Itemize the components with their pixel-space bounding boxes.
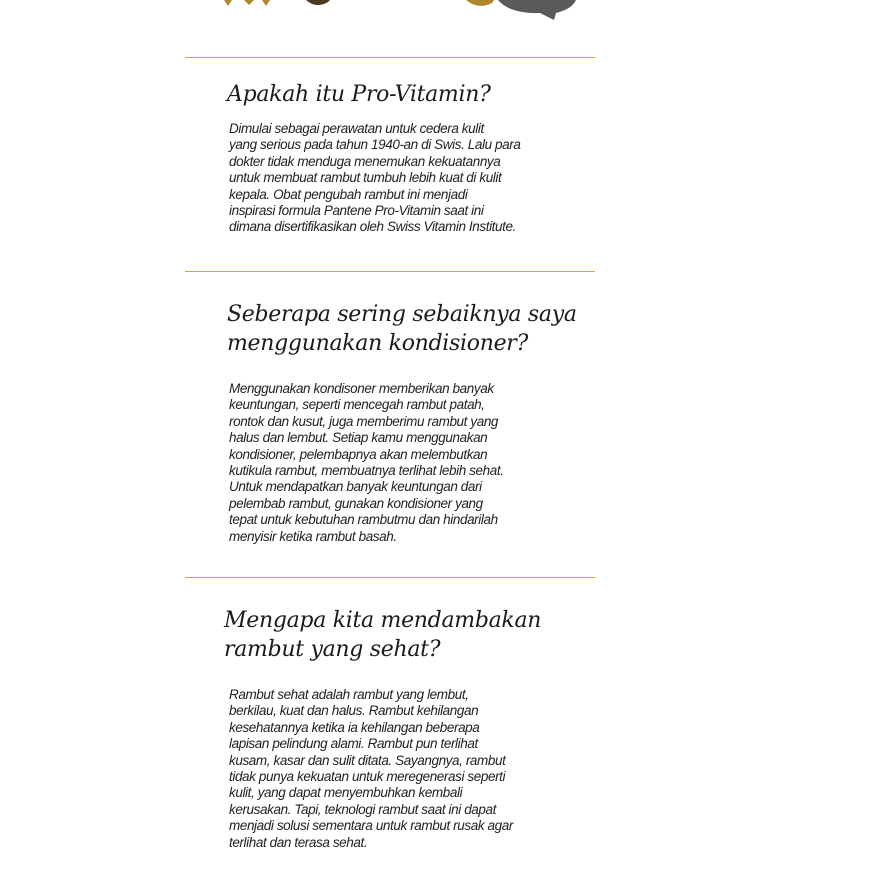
section-heading [224, 606, 584, 664]
body-line: kulit, yang dapat menyembuhkan kembali [229, 785, 463, 801]
speech-bubble-icon [498, 0, 576, 20]
body-line: menyisir ketika rambut basah. [229, 528, 397, 544]
body-line: terlihat dan terasa sehat. [229, 834, 368, 850]
body-line: kondisioner, pelembapnya akan melembutkan [229, 446, 488, 462]
body-line: berkilau, kuat dan halus. Rambut kehilangan [229, 703, 479, 719]
heading-line: menggunakan kondisioner? [227, 331, 529, 356]
divider-3 [185, 577, 595, 578]
logo-graphic [0, 0, 895, 22]
heading-line: Seberapa sering sebaiknya saya [227, 302, 577, 327]
section-heading [227, 300, 587, 358]
body-line: Menggunakan kondisoner memberikan banyak [229, 381, 494, 396]
body-line: Dimulai sebagai perawatan untuk cedera kulit [229, 121, 484, 136]
body-line: menjadi solusi sementara untuk rambut rusak agar [229, 818, 513, 834]
section-body [229, 381, 559, 545]
section-heading [227, 80, 587, 109]
body-line: lapisan pelindung alami. Rambut pun terlihat [229, 736, 478, 752]
heading-line: rambut yang sehat? [224, 637, 441, 662]
body-line: keuntungan, seperti mencegah rambut patah, [229, 397, 485, 413]
body-line: kerusakan. Tapi, teknologi rambut saat ini dapat [229, 801, 496, 817]
heading-line: Apakah itu Pro-Vitamin? [227, 82, 491, 107]
body-line: tepat untuk kebutuhan rambutmu dan hindarilah [229, 512, 498, 528]
body-line: kusam, kasar dan sulit ditata. Sayangnya, rambut [229, 752, 506, 768]
body-line: dokter tidak menduga menemukan kekuatannya [229, 153, 501, 169]
body-line: pelembab rambut, gunakan kondisioner yang [229, 495, 483, 511]
body-line: untuk membuat rambut tumbuh lebih kuat di kulit [229, 170, 502, 186]
body-line: kepala. Obat pengubah rambut ini menjadi [229, 186, 468, 202]
divider-2 [185, 271, 595, 272]
section-body [229, 687, 559, 851]
body-line: Untuk mendapatkan banyak keuntungan dari [229, 479, 482, 495]
body-line: dimana disertifikasikan oleh Swiss Vitamin Institute. [229, 219, 516, 235]
section-body [229, 121, 559, 236]
divider-1 [185, 57, 595, 58]
body-line: inspirasi formula Pantene Pro-Vitamin saat ini [229, 203, 484, 219]
body-line: kutikula rambut, membuatnya terlihat lebih sehat. [229, 463, 504, 479]
logo-mark [224, 0, 494, 6]
body-line: rontok dan kusut, juga memberimu rambut yang [229, 413, 499, 429]
body-line: tidak punya kekuatan untuk meregenerasi seperti [229, 769, 506, 785]
body-line: kesehatannya ketika ia kehilangan beberapa [229, 719, 480, 735]
body-line: yang serious pada tahun 1940-an di Swis. Lalu para [229, 137, 521, 153]
body-line: halus dan lembut. Setiap kamu menggunakan [229, 430, 488, 446]
heading-line: Mengapa kita mendambakan [224, 608, 542, 633]
body-line: Rambut sehat adalah rambut yang lembut, [229, 687, 469, 702]
